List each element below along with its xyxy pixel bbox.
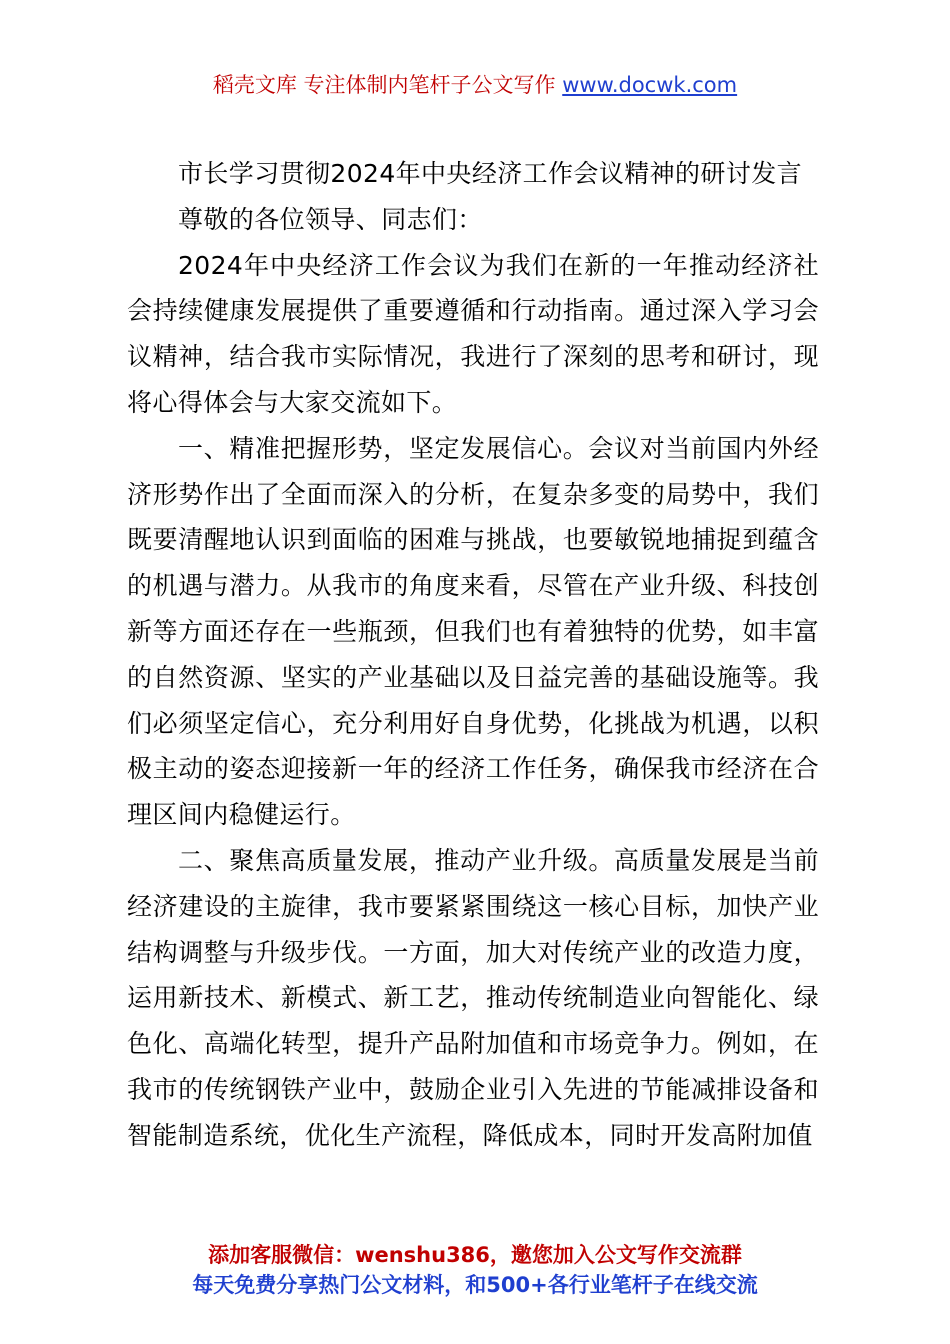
header-brand-text: 稻壳文库 专注体制内笔杆子公文写作 [212, 73, 563, 97]
paragraph-section-one: 一、精准把握形势，坚定发展信心。会议对当前国内外经济形势作出了全面而深入的分析，在复杂多变的局势中，我们既要清醒地认识到面临的困难与挑战，也要敏锐地捕捉到蕴含的机遇与潜力。从我市的角度来看，尽管在产业升级、科技创新等方面还存在一些瓶颈，但我们也有着独特的优势，如丰富的自然资源、坚实的产业基础以及日益完善的基础设施等。我们必须坚定信心，充分利用好自身优势，化挑战为机遇，以积极主动的姿态迎接新一年的经济工作任务，确保我市经济在合理区间内稳健运行。 [127, 433, 819, 830]
page-footer [0, 1240, 950, 1300]
footer-share-line: 每天免费分享热门公文材料，和500+各行业笔杆子在线交流 [192, 1273, 758, 1297]
document-title: 市长学习贯彻2024年中央经济工作会议精神的研讨发言 [178, 159, 803, 188]
page-header [0, 70, 950, 100]
header-site-link[interactable]: www.docwk.com [562, 73, 738, 97]
footer-wechat-line: 添加客服微信：wenshu386，邀您加入公文写作交流群 [208, 1243, 742, 1267]
document-greeting: 尊敬的各位领导、同志们： [178, 204, 483, 234]
paragraph-section-two: 二、聚焦高质量发展，推动产业升级。高质量发展是当前经济建设的主旋律，我市要紧紧围绕这一核心目标，加快产业结构调整与升级步伐。一方面，加大对传统产业的改造力度，运用新技术、新模式、新工艺，推动传统制造业向智能化、绿色化、高端化转型，提升产品附加值和市场竞争力。例如，在我市的传统钢铁产业中，鼓励企业引入先进的节能减排设备和智能制造系统，优化生产流程，降低成本，同时开发高附加值 [127, 845, 819, 1150]
document-body [127, 151, 819, 1159]
paragraph-intro: 2024年中央经济工作会议为我们在新的一年推动经济社会持续健康发展提供了重要遵循和行动指南。通过深入学习会议精神，结合我市实际情况，我进行了深刻的思考和研讨，现将心得体会与大家交流如下。 [127, 250, 819, 417]
